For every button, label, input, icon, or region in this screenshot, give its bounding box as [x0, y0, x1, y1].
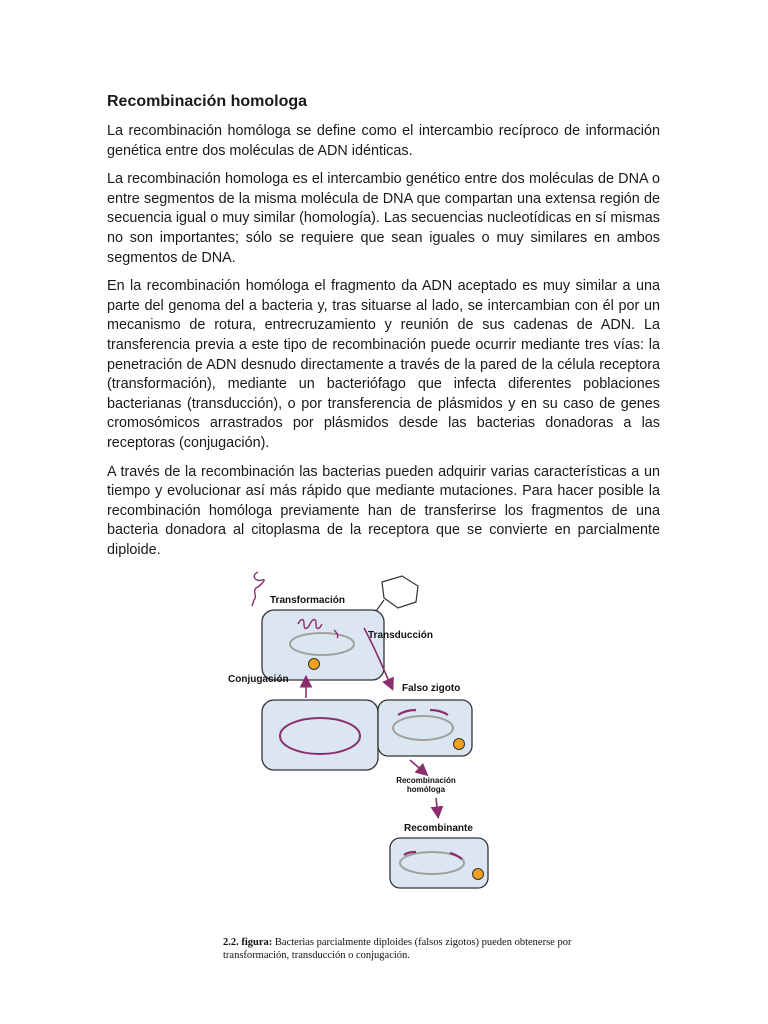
paragraph-1: La recombinación homóloga se define como el intercambio recíproco de información genética entre dos moléculas de ADN idénticas. [107, 123, 660, 159]
label-transduccion: Transducción [368, 630, 434, 641]
document-body [107, 92, 660, 569]
caption-text: Bacterias parcialmente diploides (falsos zigotos) pueden obtenerse por transformación, transducción o conjugación. [223, 937, 572, 961]
conjugation-pilus-plasmid [309, 659, 320, 670]
document-title: Recombinación homologa [107, 93, 308, 110]
label-recombinacion [396, 776, 456, 794]
figure-caption [223, 936, 583, 962]
recombination-figure [206, 570, 566, 965]
label-recombinante: Recombinante [404, 823, 473, 834]
label-transformacion: Transformación [270, 595, 346, 606]
paragraph-2: La recombinación homologa es el intercambio genético entre dos moléculas de DNA o entre segmentos de la misma molécula de DNA que compartan una extensa región de secuencia igual o muy similar (homología). Las secuencias nucleotídicas en sí mismas no son importantes; sólo se requiere que sean iguales o muy similares en ambos segmentos de DNA. [107, 171, 660, 266]
label-recombinacion-line2: homóloga [406, 785, 446, 794]
free-dna-squiggle [252, 572, 264, 606]
label-falso-zigoto: Falso zigoto [402, 683, 461, 694]
recombinant-plasmid [473, 869, 484, 880]
recombinant-arrow [436, 798, 438, 816]
recombination-arrow [410, 760, 426, 774]
paragraph-3: En la recombinación homóloga el fragmento da ADN aceptado es muy similar a una parte del genoma del a bacteria y, tras situarse al lado, se intercambian con él por un mecanismo de rotura, entrecruzamiento y reunión de sus cadenas de ADN. La transferencia previa a este tipo de recombinación puede ocurrir mediante tres vías: la penetración de ADN desnudo directamente a través de la pared de la célula receptora (transformación), mediante un bacteriófago que infecta diferentes poblaciones bacterianas (transducción), o por transferencia de plásmidos y en su caso de genes cromosómicos arrastrados por plásmidos desde las bacterias donadoras a las receptoras (conjugación). [107, 278, 660, 451]
recombinant-cell [390, 838, 488, 888]
paragraph-4: A través de la recombinación las bacterias pueden adquirir varias características a un tiempo y evolucionar así más rápido que mediante mutaciones. Para hacer posible la recombinación homóloga previamente han de transferirse los fragmentos de una bacteria donadora al citoplasma de la receptora que se convierte en parcialmente diploide. [107, 463, 660, 558]
caption-label: 2.2. figura: [223, 937, 273, 948]
partial-diploid-plasmid [454, 739, 465, 750]
label-conjugacion: Conjugación [228, 674, 289, 685]
recipient-cell [262, 610, 384, 680]
label-recombinacion-line1: Recombinación [396, 776, 456, 785]
